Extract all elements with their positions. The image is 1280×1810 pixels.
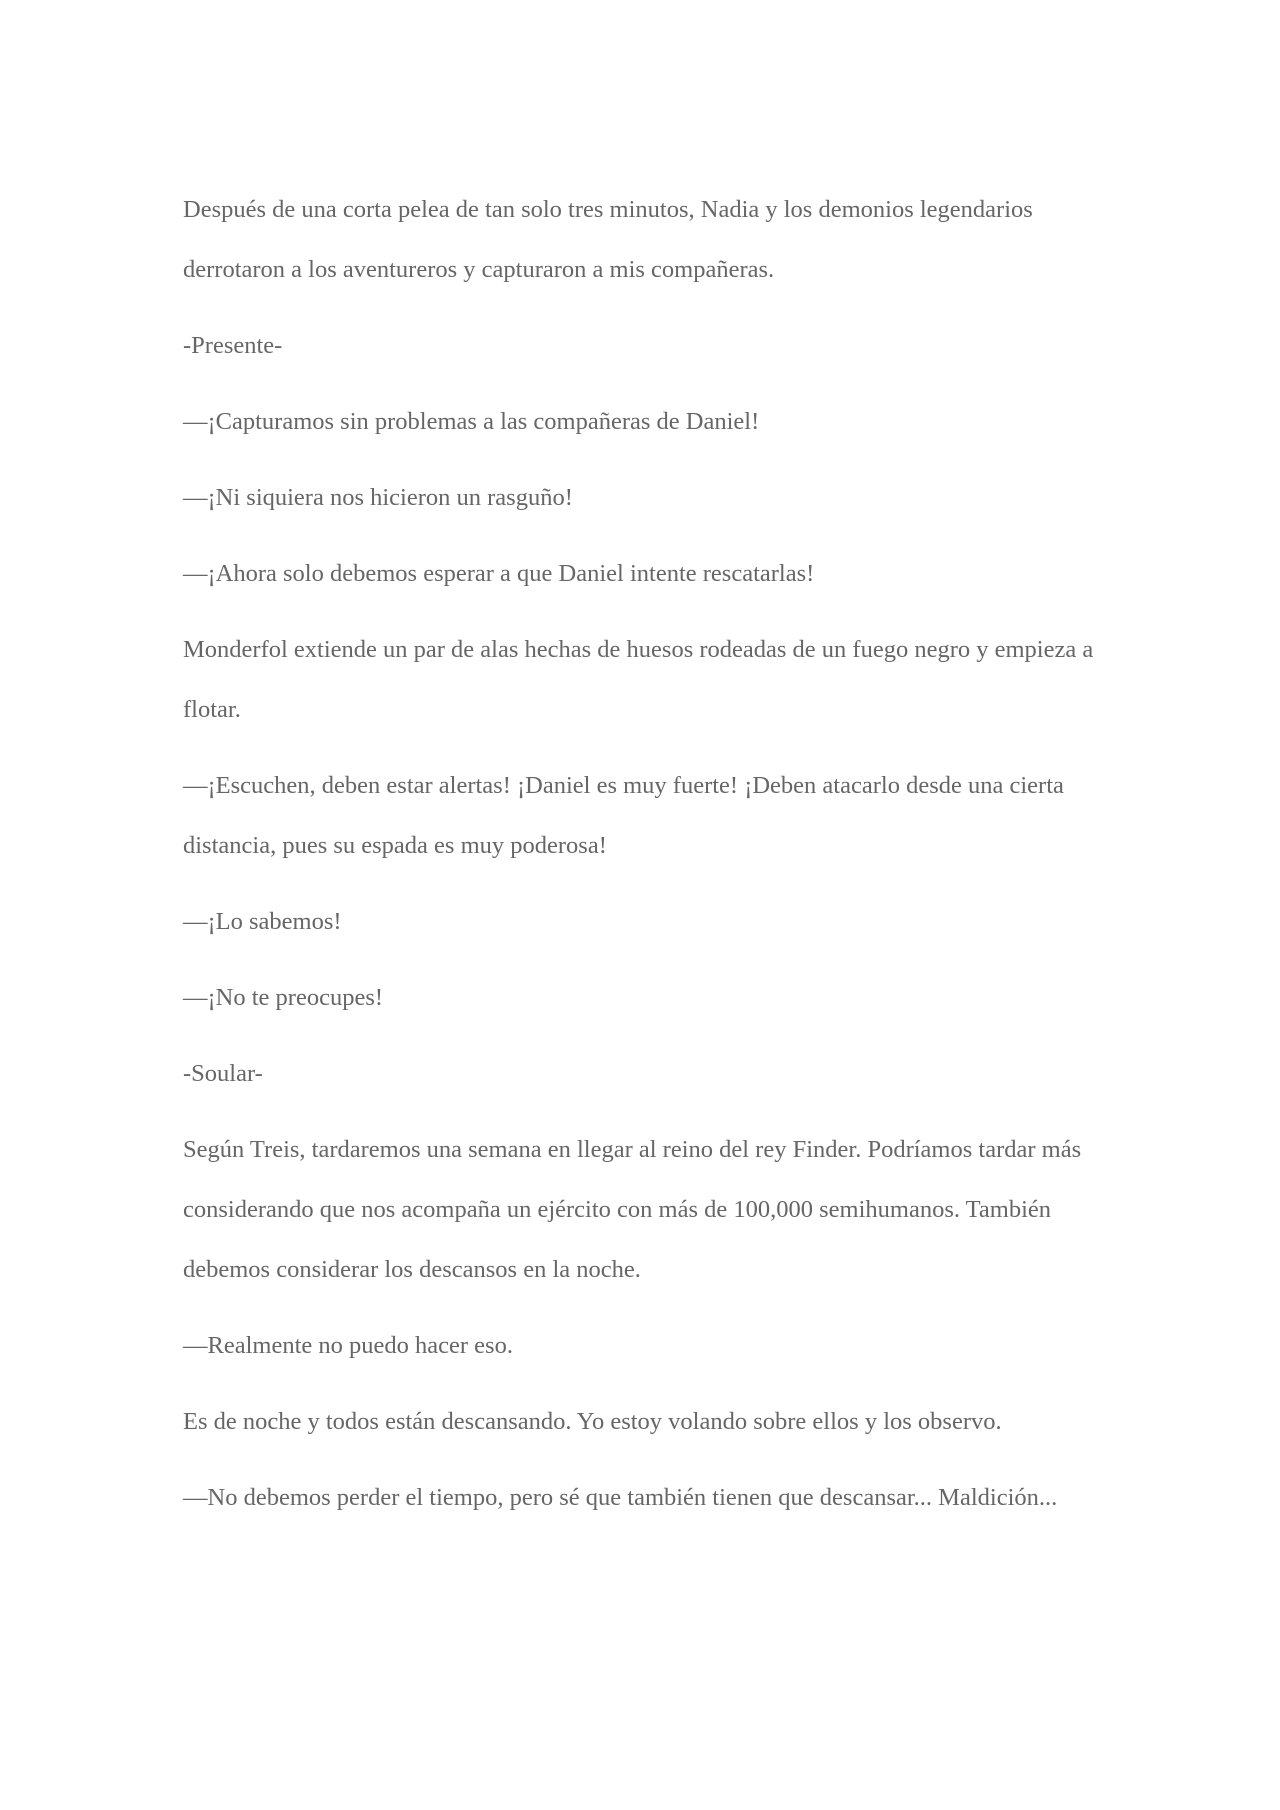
scene-heading-presente: -Presente- xyxy=(183,332,283,359)
paragraph-dialogue: —¡No te preocupes! xyxy=(183,984,384,1011)
scene-heading-soular: -Soular- xyxy=(183,1060,263,1087)
paragraph-dialogue: —¡Capturamos sin problemas a las compañeras de Daniel! xyxy=(183,408,760,435)
paragraph-dialogue: —¡Ni siquiera nos hicieron un rasguño! xyxy=(183,484,573,511)
paragraph-dialogue: —¡Escuchen, deben estar alertas! ¡Daniel es muy fuerte! ¡Deben atacarlo desde una cierta distancia, pues su espada es muy poderosa! xyxy=(183,772,1064,859)
paragraph-narration-night: Es de noche y todos están descansando. Yo estoy volando sobre ellos y los observo. xyxy=(183,1408,1002,1435)
paragraph-dialogue: —¡Lo sabemos! xyxy=(183,908,342,935)
paragraph-dialogue: —Realmente no puedo hacer eso. xyxy=(183,1332,513,1359)
paragraph-narration-treis: Según Treis, tardaremos una semana en llegar al reino del rey Finder. Podríamos tardar más considerando que nos acompaña un ejército con más de 100,000 semihumanos. También debemos considerar los descansos en la noche. xyxy=(183,1136,1082,1283)
paragraph-narration-fight: Después de una corta pelea de tan solo tres minutos, Nadia y los demonios legendarios derrotaron a los aventureros y capturaron a mis compañeras. xyxy=(183,196,1033,283)
paragraph-dialogue: —¡Ahora solo debemos esperar a que Daniel intente rescatarlas! xyxy=(183,560,815,587)
paragraph-dialogue: —No debemos perder el tiempo, pero sé que también tienen que descansar... Maldición... xyxy=(183,1484,1058,1511)
paragraph-narration-monderfol: Monderfol extiende un par de alas hechas de huesos rodeadas de un fuego negro y empieza a flotar. xyxy=(183,636,1094,723)
document-body xyxy=(183,180,1103,1528)
